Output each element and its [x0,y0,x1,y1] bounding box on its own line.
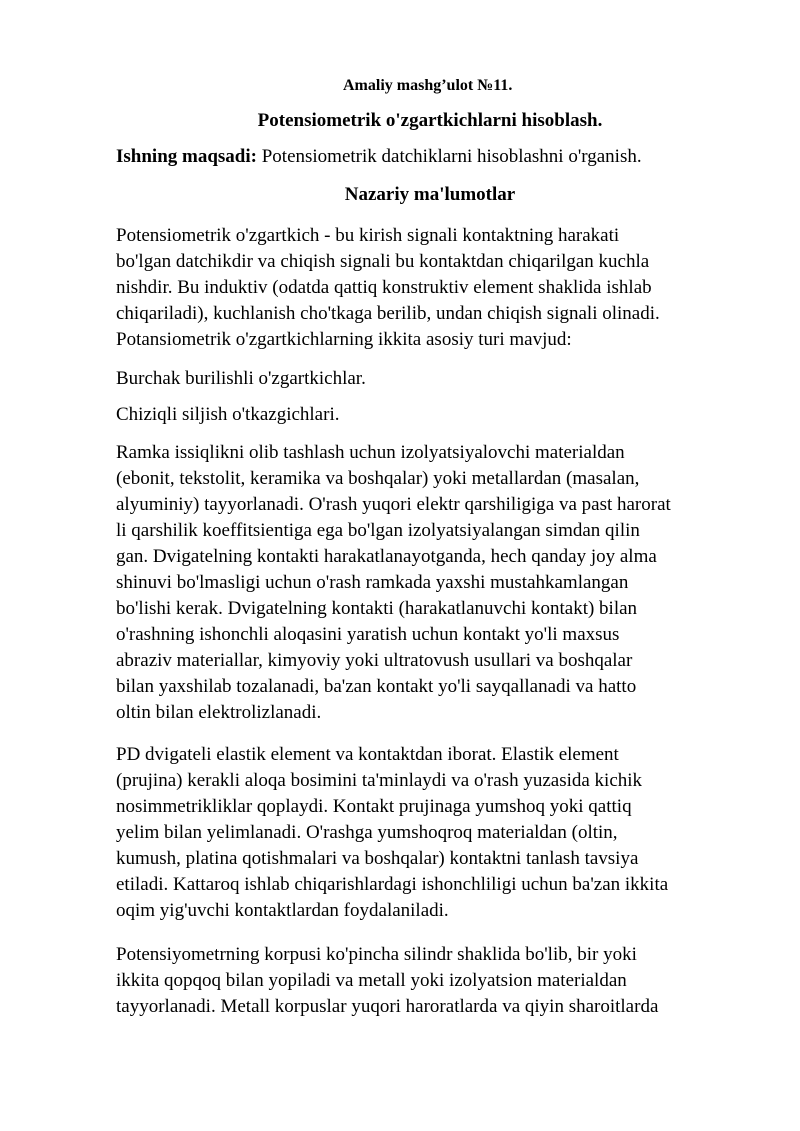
lesson-number-heading: Amaliy mashg’ulot №11. [343,77,513,94]
paragraph-line: bo'lgan datchikdir va chiqish signali bu kontaktdan chiqarilgan kuchla [116,251,650,272]
paragraph-line: oltin bilan elektrolizlanadi. [116,702,322,723]
paragraph-line: bilan yaxshilab tozalanadi, ba'zan kontakt yo'li sayqallanadi va hatto [116,676,637,697]
paragraph-line: Chiziqli siljish o'tkazgichlari. [116,404,340,425]
section-heading: Nazariy ma'lumotlar [344,184,516,205]
paragraph-line: Potensiyometrning korpusi ko'pincha silindr shaklida bo'lib, bir yoki [116,944,637,965]
paragraph-line: li qarshilik koeffitsientiga ega bo'lgan izolyatsiyalangan simdan qilin [116,520,640,541]
paragraph-line: abraziv materiallar, kimyoviy yoki ultratovush usullari va boshqalar [116,650,633,671]
paragraph-line: (prujina) kerakli aloqa bosimini ta'minlaydi va o'rash yuzasida kichik [116,770,643,791]
paragraph-line: PD dvigateli elastik element va kontaktdan iborat. Elastik element [116,744,619,765]
paragraph-line: tayyorlanadi. Metall korpuslar yuqori haroratlarda va qiyin sharoitlarda [116,996,659,1017]
paragraph-motor [116,742,756,924]
document-title: Potensiometrik o'zgartkichlarni hisoblash. [257,110,603,131]
paragraph-definition [116,223,756,353]
paragraph-line: Ramka issiqlikni olib tashlash uchun izolyatsiyalovchi materialdan [116,442,625,463]
paragraph-line: kumush, platina qotishmalari va boshqalar) kontaktni tanlash tavsiya [116,848,639,869]
paragraph-line: (ebonit, tekstolit, keramika va boshqalar) yoki metallardan (masalan, [116,468,640,489]
paragraph-line: nosimmetrikliklar qoplaydi. Kontakt prujinaga yumshoq yoki qattiq [116,796,632,817]
paragraph-line: chiqariladi), kuchlanish cho'tkaga berilib, undan chiqish signali olinadi. [116,303,660,324]
paragraph-line: oqim yig'uvchi kontaktlardan foydalaniladi. [116,900,449,921]
paragraph-line: alyuminiy) tayyorlanadi. O'rash yuqori elektr qarshiligiga va past harorat [116,494,671,515]
paragraph-line: yelim bilan yelimlanadi. O'rashga yumshoqroq materialdan (oltin, [116,822,618,843]
paragraph-line: gan. Dvigatelning kontakti harakatlanayotganda, hech qanday joy alma [116,546,657,567]
paragraph-line: etiladi. Kattaroq ishlab chiqarishlardagi ishonchliligi uchun ba'zan ikkita [116,874,669,895]
purpose-text: Potensiometrik datchiklarni hisoblashni o'rganish. [261,146,642,167]
paragraph-line: shinuvi bo'lmasligi uchun o'rash ramkada yaxshi mustahkamlangan [116,572,629,593]
paragraph-line: Potansiometrik o'zgartkichlarning ikkita asosiy turi mavjud: [116,329,572,350]
paragraph-line: o'rashning ishonchli aloqasini yaratish uchun kontakt yo'li maxsus [116,624,620,645]
paragraph-angular-type [116,366,756,392]
paragraph-line: bo'lishi kerak. Dvigatelning kontakti (harakatlanuvchi kontakt) bilan [116,598,638,619]
purpose-line [116,146,642,168]
paragraph-frame [116,440,756,726]
paragraph-line: ikkita qopqoq bilan yopiladi va metall yoki izolyatsion materialdan [116,970,627,991]
paragraph-line: Burchak burilishli o'zgartkichlar. [116,368,366,389]
paragraph-line: Potensiometrik o'zgartkich - bu kirish signali kontaktning harakati [116,225,620,246]
paragraph-housing [116,942,756,1020]
paragraph-linear-type [116,402,756,428]
purpose-label: Ishning maqsadi: [116,146,257,167]
paragraph-line: nishdir. Bu induktiv (odatda qattiq konstruktiv element shaklida ishlab [116,277,652,298]
